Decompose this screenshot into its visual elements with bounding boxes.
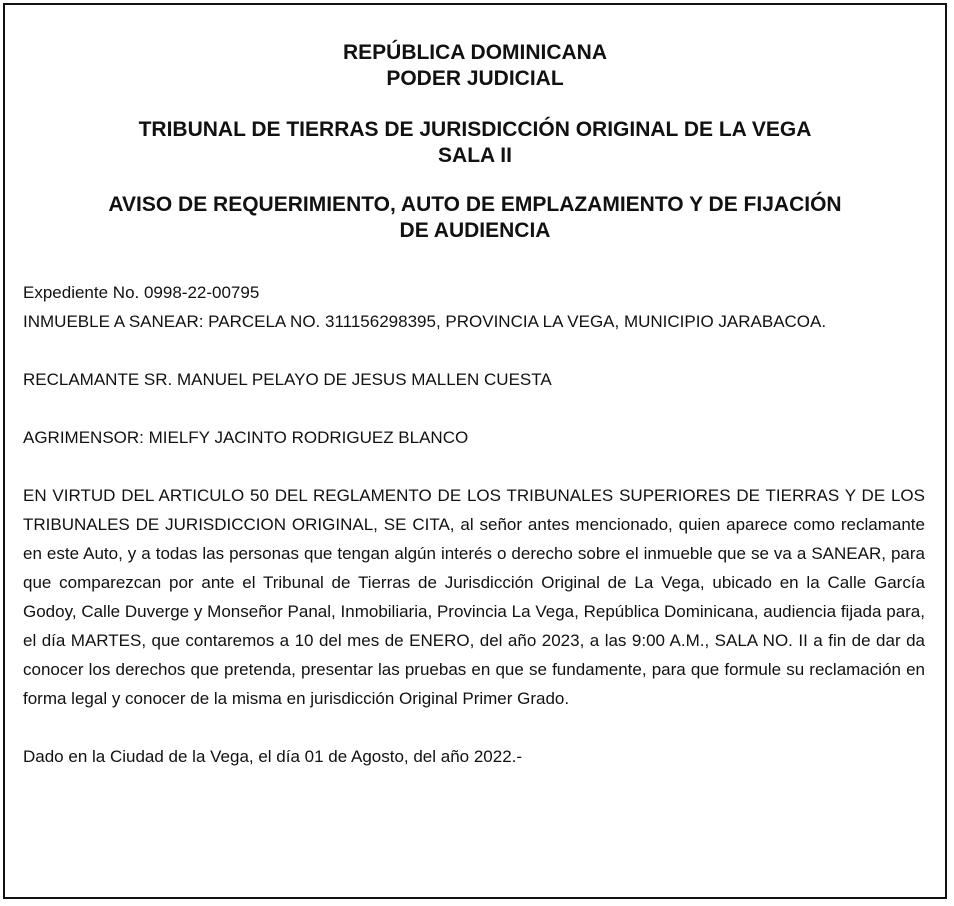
notice-body (23, 278, 925, 771)
reclamante-line: RECLAMANTE SR. MANUEL PELAYO DE JESUS MALLEN CUESTA (23, 370, 552, 389)
notice-frame (3, 3, 947, 899)
header-block (5, 40, 945, 92)
court-heading: TRIBUNAL DE TIERRAS DE JURISDICCIÓN ORIGINAL DE LA VEGA (138, 118, 812, 141)
notice-title-line1: AVISO DE REQUERIMIENTO, AUTO DE EMPLAZAMIENTO Y DE FIJACIÓN (108, 193, 842, 216)
closing-line: Dado en la Ciudad de la Vega, el día 01 de Agosto, del año 2022.- (23, 747, 523, 766)
court-block (5, 117, 945, 169)
agrimensor-line: AGRIMENSOR: MIELFY JACINTO RODRIGUEZ BLANCO (23, 428, 469, 447)
room-heading: SALA II (438, 144, 512, 167)
notice-title-line2: DE AUDIENCIA (399, 219, 551, 242)
branch-heading: PODER JUDICIAL (386, 67, 564, 90)
title-block (25, 192, 925, 244)
inmueble-line: INMUEBLE A SANEAR: PARCELA NO. 311156298395, PROVINCIA LA VEGA, MUNICIPIO JARABACOA. (23, 312, 827, 331)
country-heading: REPÚBLICA DOMINICANA (342, 41, 608, 64)
expediente-number: Expediente No. 0998-22-00795 (23, 283, 260, 302)
citation-paragraph: EN VIRTUD DEL ARTICULO 50 DEL REGLAMENTO DE LOS TRIBUNALES SUPERIORES DE TIERRAS Y DE LOS TRIBUNALES DE JURISDICCION ORIGINAL, SE CITA, al señor antes mencionado, quien aparece como reclamante en este Auto, y a todas las personas que tengan algún interés o derecho sobre el inmueble que se va a SANEAR, para que comparezcan por ante el Tribunal de Tierras de Jurisdicción Original de La Vega, ubicado en la Calle García Godoy, Calle Duverge y Monseñor Panal, Inmobiliaria, Provincia La Vega, República Dominicana, audiencia fijada para, el día MARTES, que contaremos a 10 del mes de ENERO, del año 2023, a las 9:00 A.M., SALA NO. II a fin de dar da conocer los derechos que pretenda, presentar las pruebas en que se fundamente, para que formule su reclamación en forma legal y conocer de la misma en jurisdicción Original Primer Grado. (23, 486, 925, 708)
